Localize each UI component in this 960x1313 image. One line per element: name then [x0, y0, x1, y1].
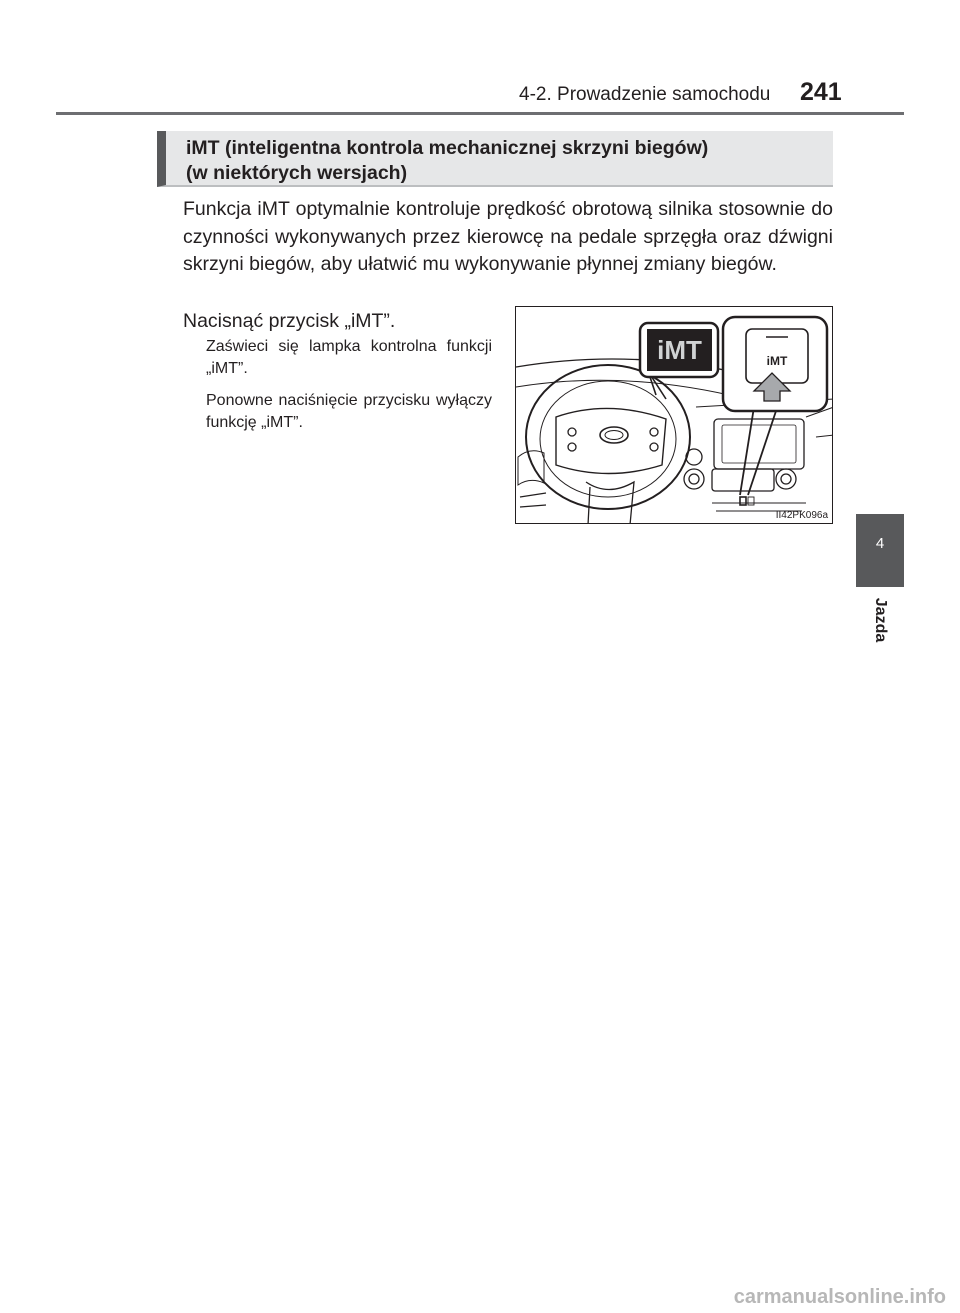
page-number: 241: [800, 78, 842, 106]
step-instruction: Nacisnąć przycisk „iMT”.: [183, 310, 396, 332]
chapter-number: 4: [875, 535, 885, 552]
section-heading-box: [157, 131, 833, 187]
running-header-section: 4-2. Prowadzenie samochodu: [519, 84, 771, 105]
dashboard-drawing: [516, 307, 833, 524]
button-label: iMT: [766, 354, 788, 368]
figure-code: II42PK096a: [775, 510, 828, 521]
indicator-label: iMT: [657, 335, 702, 365]
note-press-again: Ponowne naciśnięcie przycisku wyłączy funkcję „iMT”.: [206, 392, 492, 431]
intro-paragraph: Funkcja iMT optymalnie kontroluje prędkość obrotową silnika stosownie do czynności wykonywanych przez kierowcę na pedale sprzęgła oraz dźwigni skrzyni biegów, aby ułatwić mu wykonywanie płynnej zmiany biegów.: [183, 198, 833, 275]
chapter-label: Jazda: [872, 597, 889, 643]
dashboard-illustration: [515, 306, 833, 524]
chapter-tab: [856, 514, 904, 587]
section-title: iMT (inteligentna kontrola mechanicznej skrzyni biegów) (w niektórych wersjach): [186, 137, 709, 184]
watermark: carmanualsonline.info: [733, 1286, 946, 1308]
note-indicator-on: Zaświeci się lampka kontrolna funkcji „iMT”.: [206, 338, 492, 377]
header-rule: [56, 112, 904, 115]
